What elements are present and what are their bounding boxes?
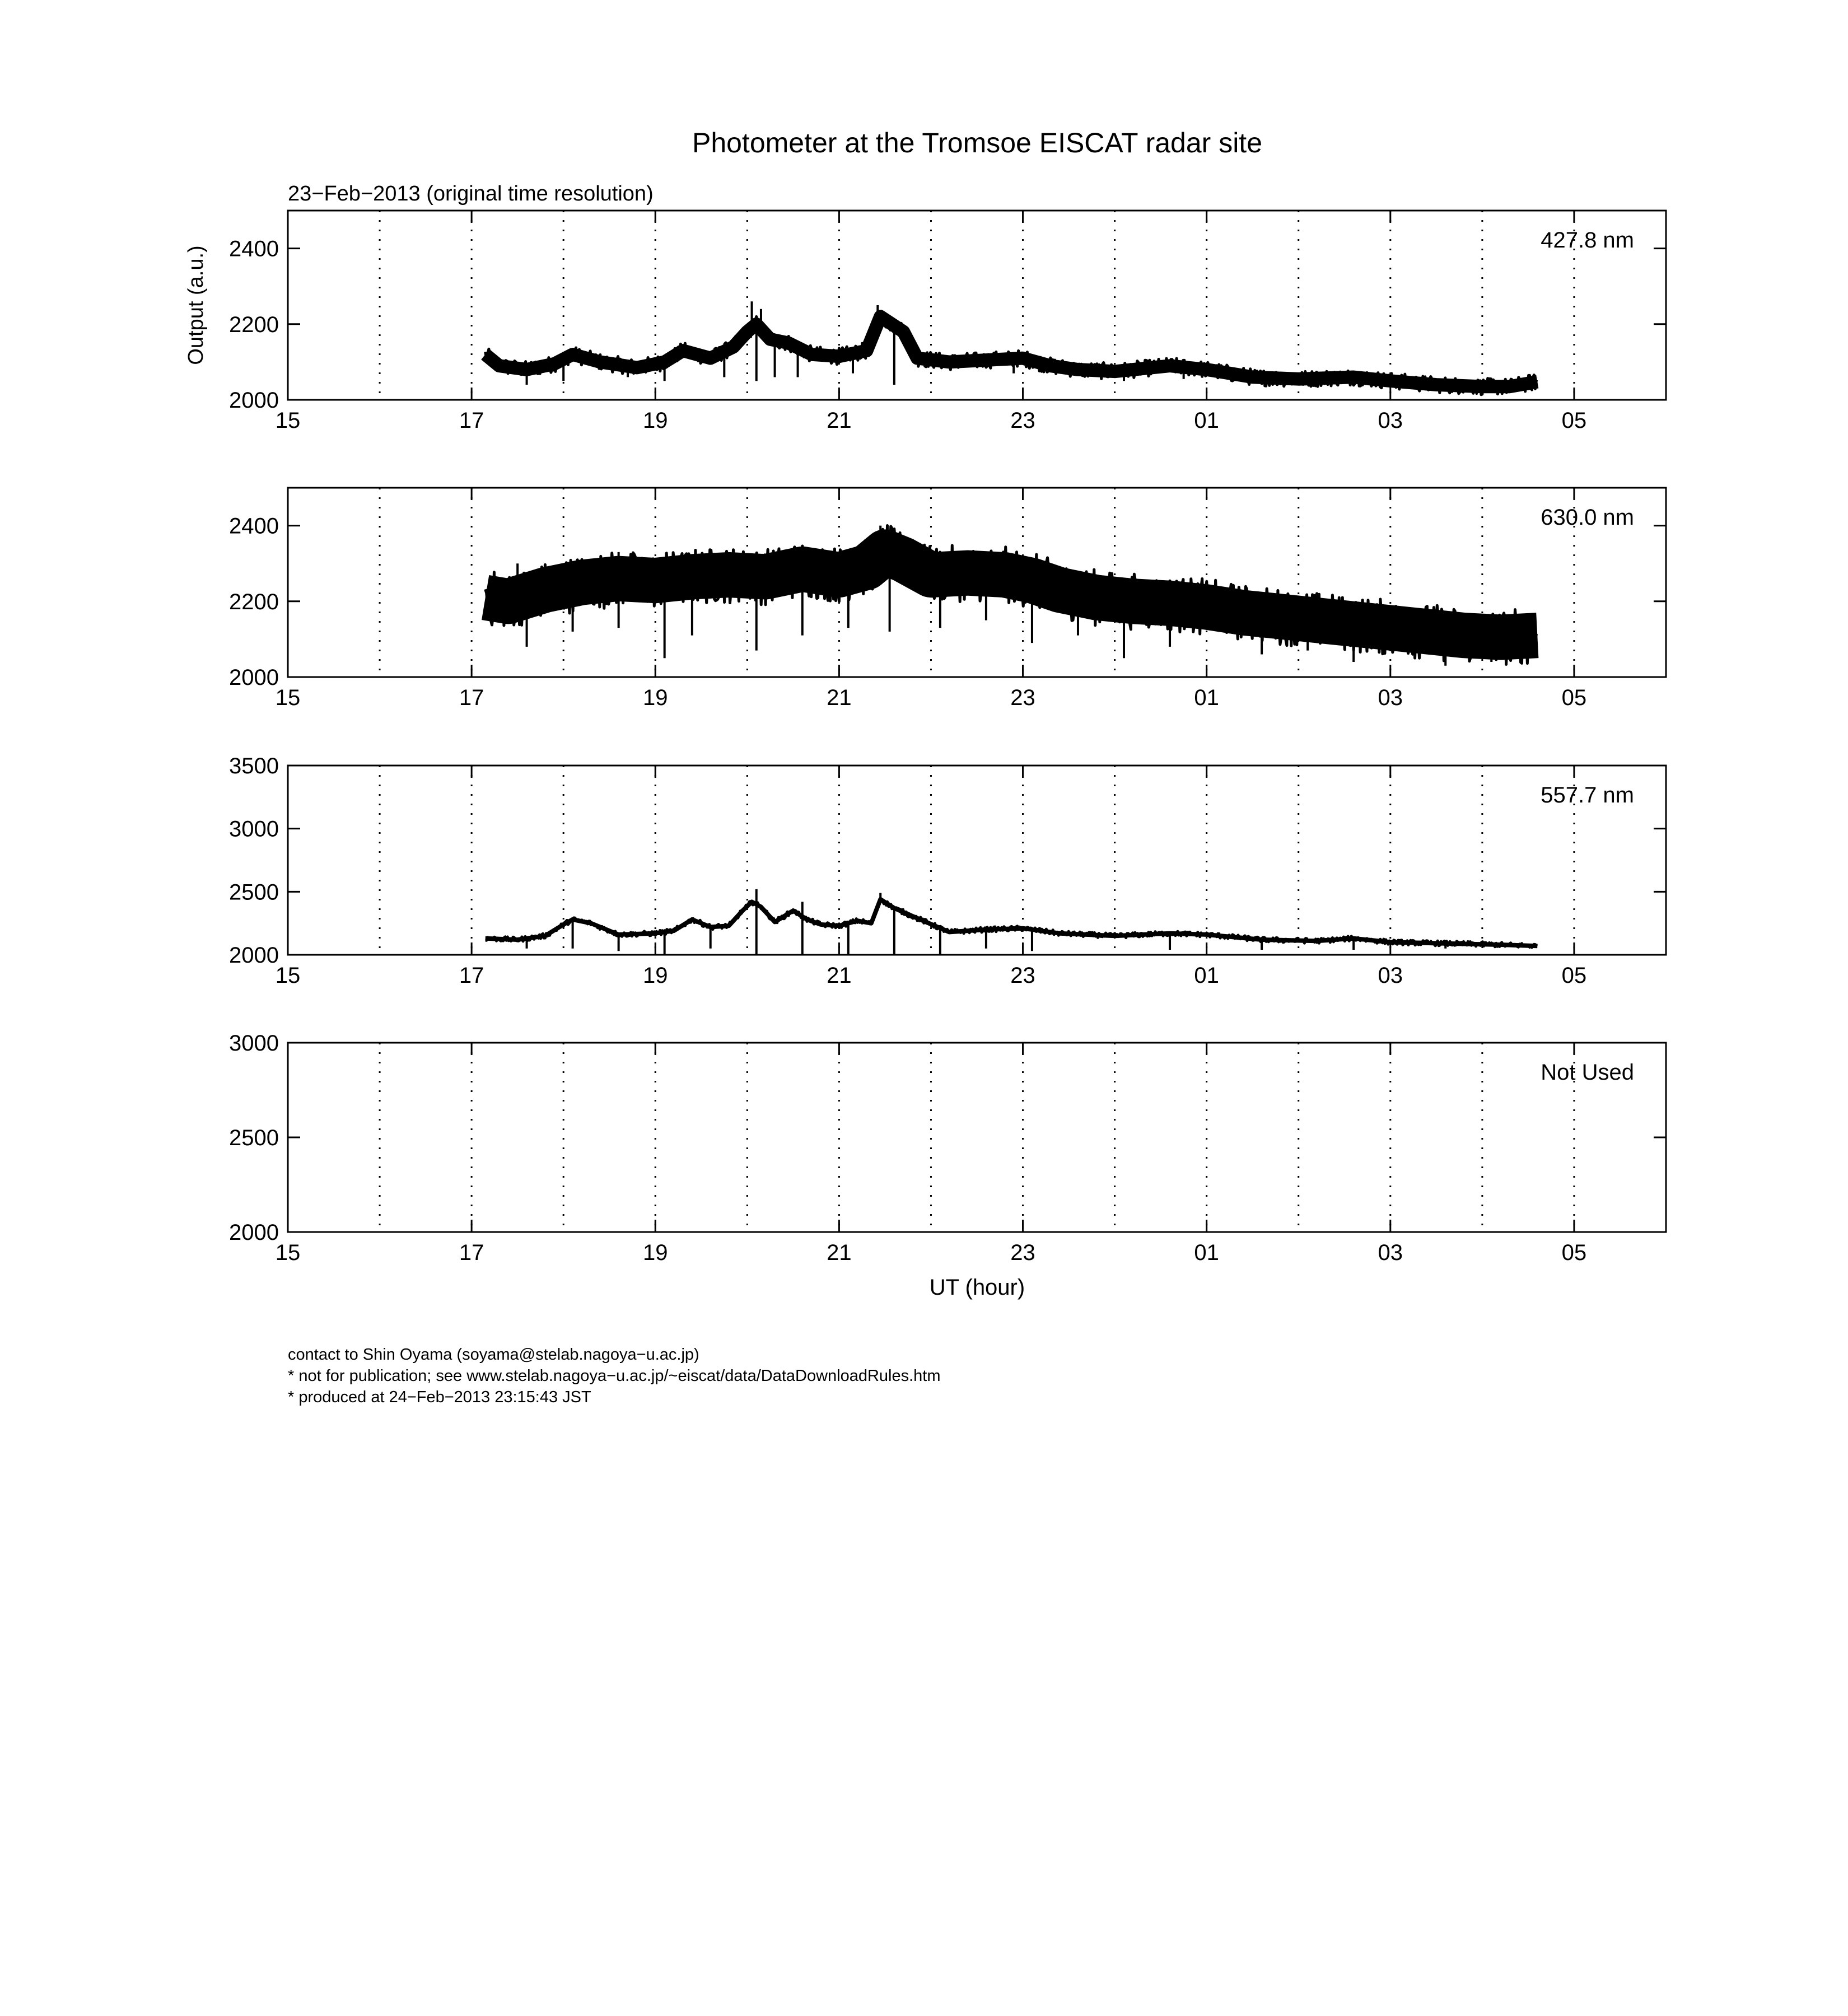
x-tick-label: 15 bbox=[275, 408, 301, 433]
footer-produced: * produced at 24−Feb−2013 23:15:43 JST bbox=[288, 1388, 591, 1406]
panel-label-630-0-nm: 630.0 nm bbox=[1541, 505, 1634, 530]
y-tick-label: 2000 bbox=[229, 943, 279, 968]
x-tick-label: 23 bbox=[1010, 1240, 1035, 1265]
panel-label-557-7-nm: 557.7 nm bbox=[1541, 783, 1634, 808]
panel-label-not-used: Not Used bbox=[1541, 1060, 1634, 1085]
panel-427-8-nm bbox=[229, 211, 1666, 433]
x-tick-label: 19 bbox=[643, 963, 668, 988]
x-tick-label: 23 bbox=[1010, 685, 1035, 710]
y-tick-label: 3000 bbox=[229, 816, 279, 842]
x-tick-label: 05 bbox=[1561, 1240, 1587, 1265]
axes-box-427-8-nm bbox=[288, 211, 1666, 400]
panel-not-used bbox=[229, 1031, 1666, 1265]
y-tick-label: 2200 bbox=[229, 589, 279, 614]
x-tick-label: 01 bbox=[1194, 963, 1219, 988]
y-tick-label: 2500 bbox=[229, 880, 279, 905]
y-axis-label: Output (a.u.) bbox=[184, 245, 208, 365]
x-tick-label: 01 bbox=[1194, 1240, 1219, 1265]
y-tick-label: 2400 bbox=[229, 236, 279, 262]
x-tick-label: 17 bbox=[459, 1240, 484, 1265]
x-tick-label: 01 bbox=[1194, 408, 1219, 433]
x-tick-label: 05 bbox=[1561, 963, 1587, 988]
x-tick-label: 15 bbox=[275, 1240, 301, 1265]
data-band-557-7-nm bbox=[486, 899, 1538, 946]
footer-contact: contact to Shin Oyama (soyama@stelab.nagoya−u.ac.jp) bbox=[288, 1346, 699, 1364]
x-tick-label: 03 bbox=[1378, 408, 1403, 433]
y-tick-label: 2200 bbox=[229, 312, 279, 337]
axes-box-557-7-nm bbox=[288, 766, 1666, 955]
x-tick-label: 03 bbox=[1378, 963, 1403, 988]
y-tick-label: 2000 bbox=[229, 1220, 279, 1245]
x-tick-label: 21 bbox=[827, 963, 852, 988]
x-tick-label: 21 bbox=[827, 1240, 852, 1265]
panel-557-7-nm bbox=[229, 754, 1666, 988]
footer-rules: * not for publication; see www.stelab.nagoya−u.ac.jp/~eiscat/data/DataDownloadRules.htm bbox=[288, 1367, 941, 1385]
x-tick-label: 19 bbox=[643, 1240, 668, 1265]
x-tick-label: 17 bbox=[459, 408, 484, 433]
y-tick-label: 2500 bbox=[229, 1126, 279, 1150]
y-tick-label: 3000 bbox=[229, 1031, 279, 1056]
chart-subtitle: 23−Feb−2013 (original time resolution) bbox=[288, 182, 654, 206]
data-band-630-0-nm bbox=[486, 552, 1538, 637]
footer bbox=[288, 1344, 941, 1408]
x-tick-label: 01 bbox=[1194, 685, 1219, 710]
axes-box-not-used bbox=[288, 1043, 1666, 1232]
x-tick-label: 21 bbox=[827, 408, 852, 433]
x-tick-label: 19 bbox=[643, 408, 668, 433]
y-tick-label: 2000 bbox=[229, 665, 279, 690]
x-tick-label: 05 bbox=[1561, 685, 1587, 710]
y-tick-label: 2000 bbox=[229, 388, 279, 413]
chart-title: Photometer at the Tromsoe EISCAT radar site bbox=[692, 127, 1263, 158]
x-tick-label: 23 bbox=[1010, 963, 1035, 988]
x-tick-label: 03 bbox=[1378, 685, 1403, 710]
x-tick-label: 17 bbox=[459, 685, 484, 710]
x-tick-label: 23 bbox=[1010, 408, 1035, 433]
x-tick-label: 05 bbox=[1561, 408, 1587, 433]
y-tick-label: 3500 bbox=[229, 754, 279, 778]
panel-label-427-8-nm: 427.8 nm bbox=[1541, 228, 1634, 253]
x-tick-label: 15 bbox=[275, 685, 301, 710]
x-tick-label: 03 bbox=[1378, 1240, 1403, 1265]
x-tick-label: 15 bbox=[275, 963, 301, 988]
data-band-427-8-nm bbox=[486, 316, 1538, 386]
x-tick-label: 17 bbox=[459, 963, 484, 988]
x-axis-label: UT (hour) bbox=[929, 1275, 1025, 1300]
y-tick-label: 2400 bbox=[229, 514, 279, 539]
panel-630-0-nm bbox=[229, 488, 1666, 710]
x-tick-label: 21 bbox=[827, 685, 852, 710]
x-tick-label: 19 bbox=[643, 685, 668, 710]
